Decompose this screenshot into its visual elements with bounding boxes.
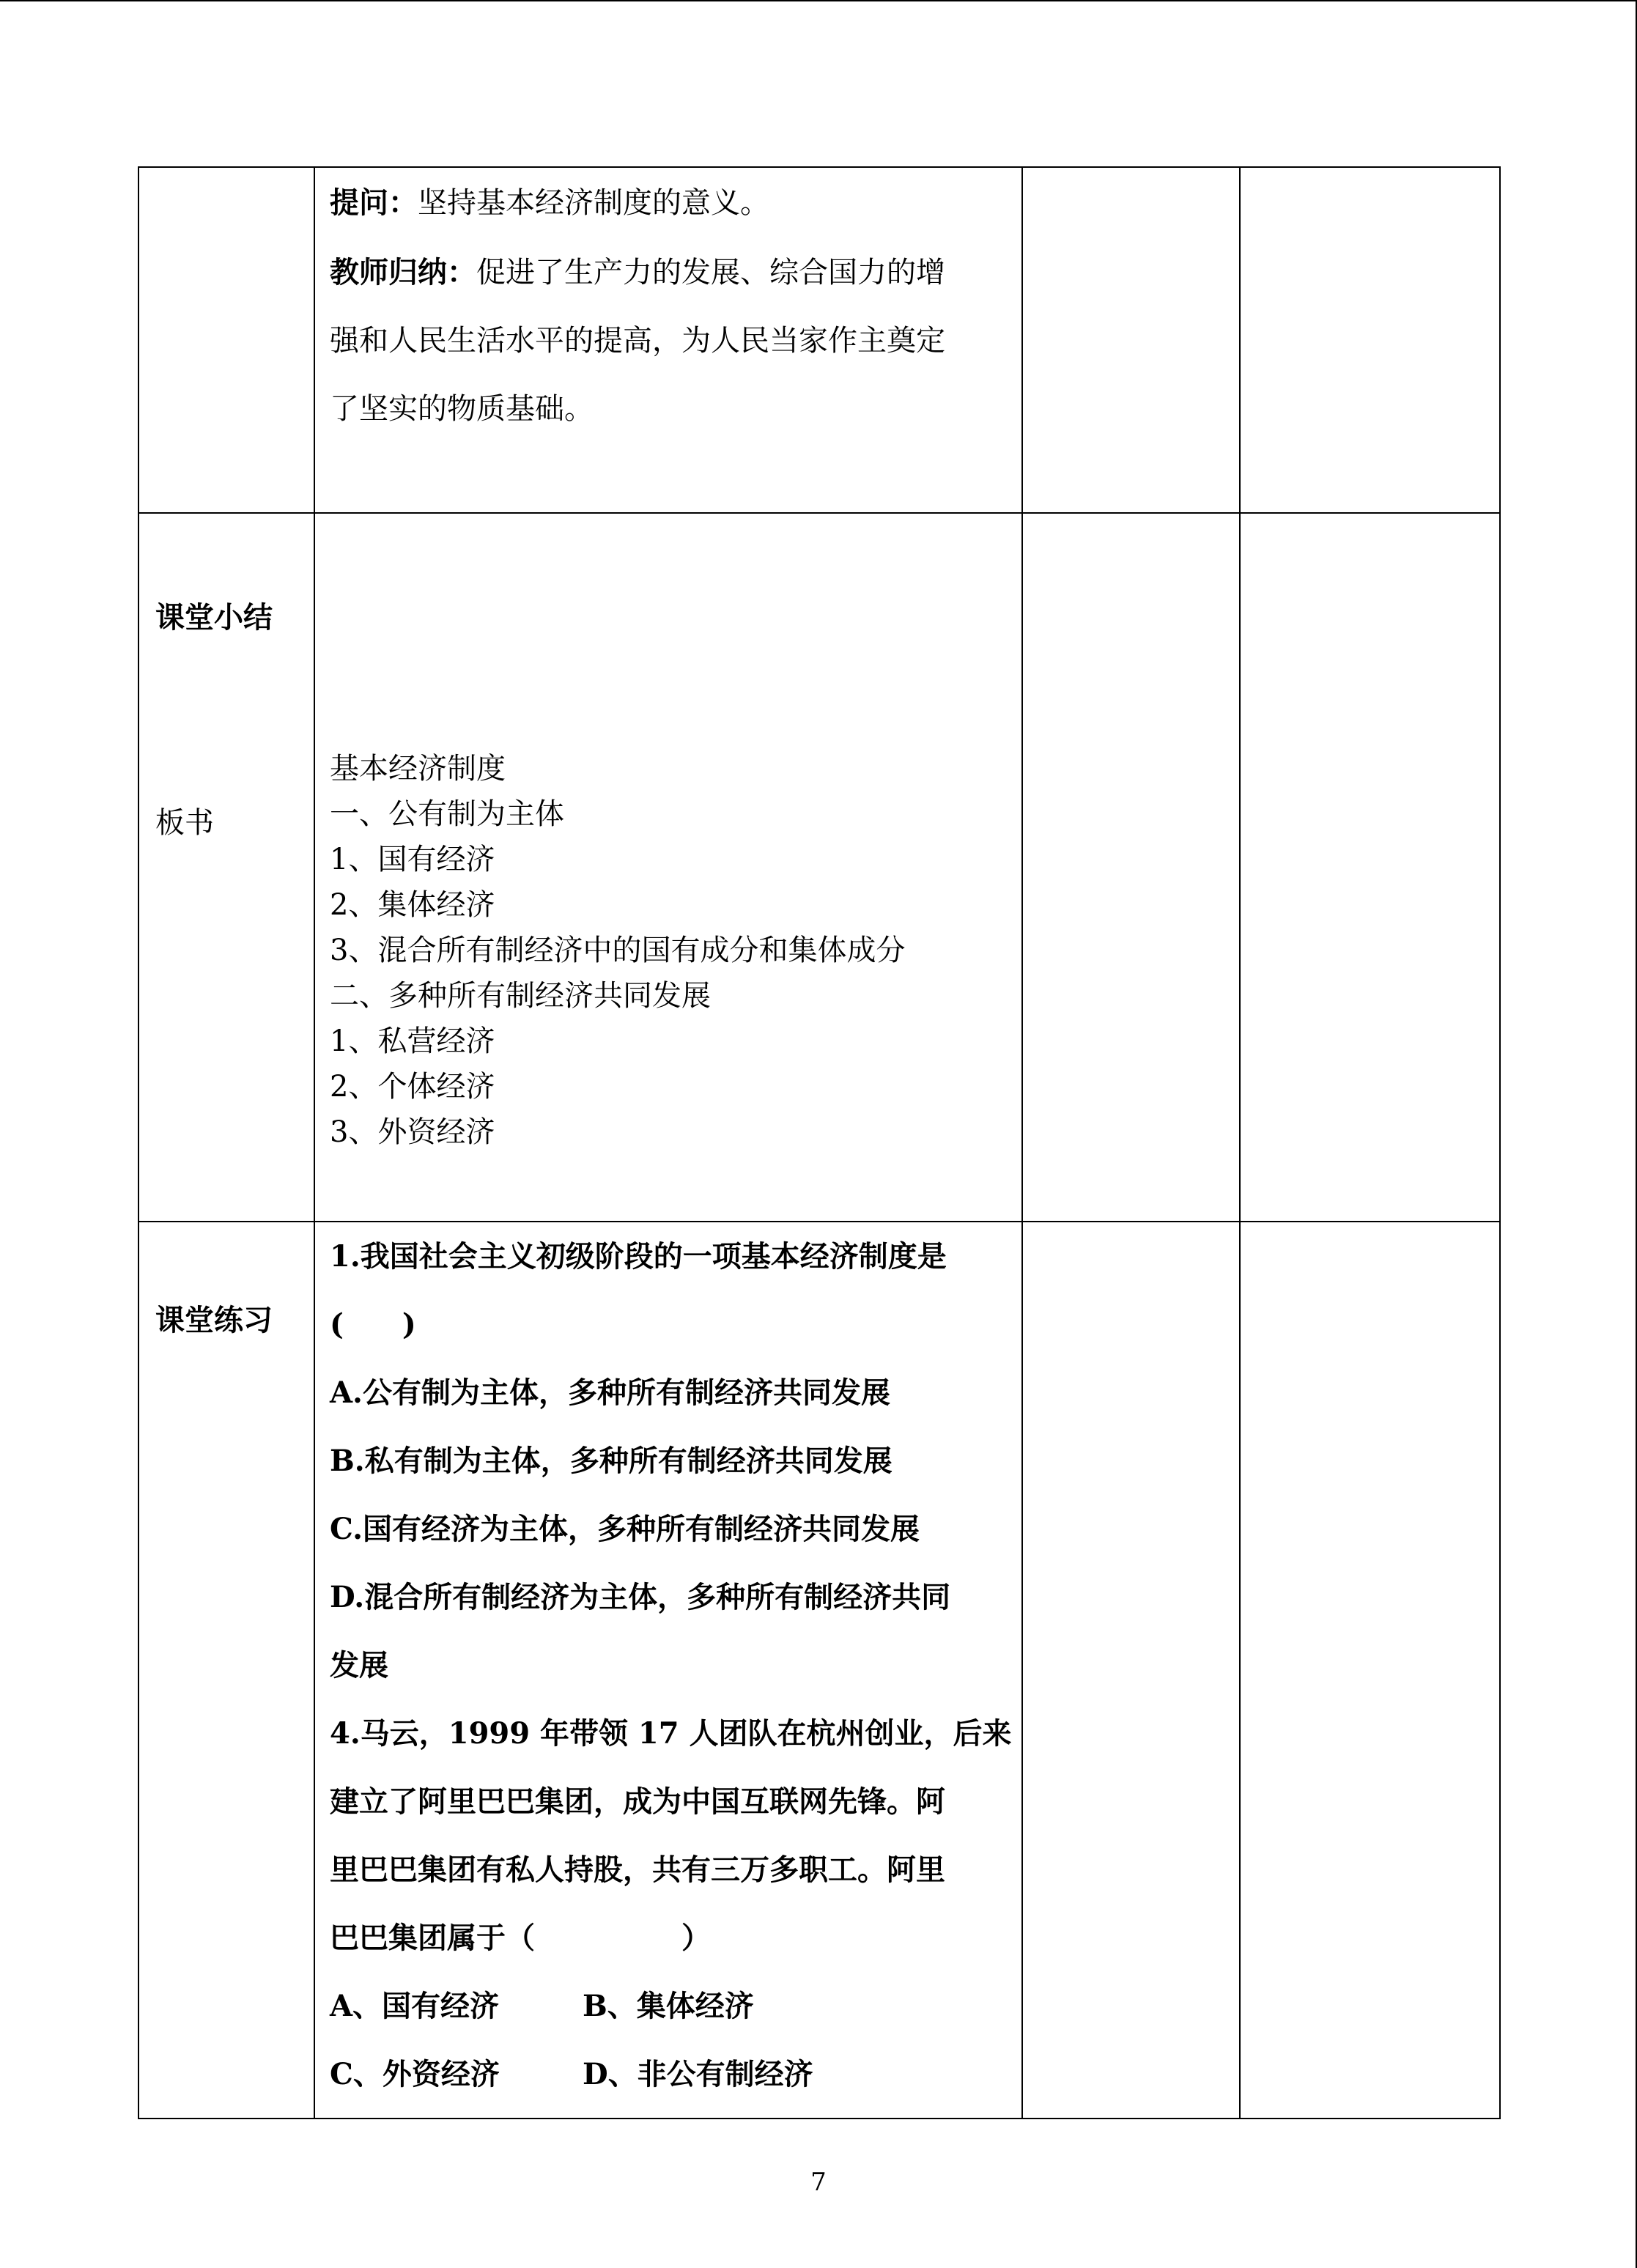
q1-option-a: A.公有制为主体，多种所有制经济共同发展 bbox=[330, 1375, 890, 1410]
row3-empty-cell-b bbox=[1240, 1222, 1500, 2119]
q4-options-row-1 bbox=[315, 1972, 1021, 2040]
q4-stem-line-1: 4.马云，1999 年带领 17 人团队在杭州创业，后来 bbox=[330, 1716, 1012, 1751]
q4-option-b: B、集体经济 bbox=[583, 1989, 754, 2023]
q1-option-b: B.私有制为主体，多种所有制经济共同发展 bbox=[330, 1444, 893, 1478]
lesson-plan-table bbox=[138, 166, 1501, 2119]
table-row-summary-board bbox=[138, 513, 1500, 1222]
row2-label-cell bbox=[138, 513, 314, 1222]
summary-label: 教师归纳： bbox=[330, 255, 476, 289]
q4-option-a: A、国有经济 bbox=[330, 1989, 500, 2023]
q4-stem-line-2: 建立了阿里巴巴集团，成为中国互联网先锋。阿 bbox=[330, 1784, 945, 1819]
q1-stem-line-2: ( ) bbox=[330, 1307, 416, 1342]
question-text: 坚持基本经济制度的意义。 bbox=[418, 186, 769, 220]
board-line: 2、个体经济 bbox=[330, 1070, 495, 1104]
q1-option-c: C.国有经济为主体，多种所有制经济共同发展 bbox=[330, 1512, 920, 1546]
question-line bbox=[315, 168, 1021, 238]
board-content bbox=[315, 514, 1021, 1155]
board-line: 3、混合所有制经济中的国有成分和集体成分 bbox=[330, 934, 906, 967]
row3-empty-cell-a bbox=[1022, 1222, 1240, 2119]
question-label: 提问： bbox=[330, 185, 418, 220]
summary-line-1: 教师归纳：促进了生产力的发展、综合国力的增 bbox=[330, 255, 945, 289]
summary-line-3: 了坚实的物质基础。 bbox=[330, 392, 594, 426]
table-row-practice bbox=[138, 1222, 1500, 2119]
board-line: 1、私营经济 bbox=[330, 1024, 495, 1058]
board-line: 基本经济制度 bbox=[330, 752, 506, 786]
board-label: 板书 bbox=[155, 806, 214, 840]
page-top-border bbox=[0, 0, 1637, 1]
board-line: 二、多种所有制经济共同发展 bbox=[330, 979, 711, 1013]
table-row-question bbox=[138, 167, 1500, 513]
board-line: 1、国有经济 bbox=[330, 843, 495, 876]
board-line: 一、公有制为主体 bbox=[330, 797, 564, 831]
practice-label: 课堂练习 bbox=[155, 1303, 273, 1337]
q4-stem-line-3: 里巴巴集团有私人持股，共有三万多职工。阿里 bbox=[330, 1853, 945, 1887]
row2-content-cell bbox=[314, 513, 1022, 1222]
q1-stem-line-1: 1.我国社会主义初级阶段的一项基本经济制度是 bbox=[330, 1239, 947, 1274]
row1-label-cell bbox=[138, 167, 314, 513]
row2-empty-cell-a bbox=[1022, 513, 1240, 1222]
row1-empty-cell-a bbox=[1022, 167, 1240, 513]
row1-empty-cell-b bbox=[1240, 167, 1500, 513]
q4-option-d: D、非公有制经济 bbox=[583, 2057, 813, 2091]
q1-option-d: D.混合所有制经济为主体，多种所有制经济共同 bbox=[330, 1580, 951, 1614]
q4-option-c: C、外资经济 bbox=[330, 2057, 500, 2091]
row2-empty-cell-b bbox=[1240, 513, 1500, 1222]
row3-label-cell bbox=[138, 1222, 314, 2119]
summary-line-2: 强和人民生活水平的提高，为人民当家作主奠定 bbox=[330, 324, 945, 358]
row3-content-cell bbox=[314, 1222, 1022, 2119]
q4-stem-line-4: 巴巴集团属于（ ） bbox=[330, 1921, 711, 1955]
q1-option-d-cont: 发展 bbox=[330, 1648, 388, 1682]
row1-content-cell bbox=[314, 167, 1022, 513]
class-summary-label: 课堂小结 bbox=[155, 600, 273, 635]
page-number: 7 bbox=[810, 2168, 827, 2197]
board-line: 3、外资经济 bbox=[330, 1115, 495, 1149]
board-line: 2、集体经济 bbox=[330, 888, 495, 922]
q4-options-row-2 bbox=[315, 2040, 1021, 2108]
